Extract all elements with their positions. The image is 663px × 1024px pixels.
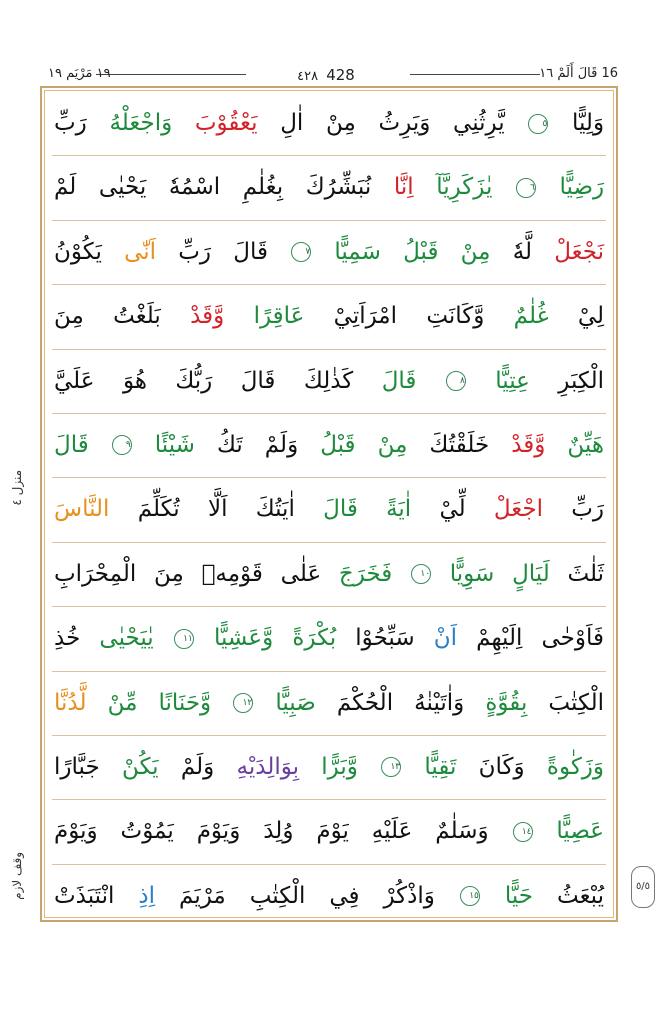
- word: اَنّٰى: [124, 238, 157, 265]
- word: عِتِيًّا: [495, 367, 530, 394]
- text-line: [52, 92, 606, 156]
- word: قَالَ: [233, 238, 268, 265]
- word: يَوْمَ: [316, 818, 349, 845]
- surah-label-left: ١٩ مَرْيَم ١٩: [48, 66, 111, 81]
- word: تَقِيًّا: [424, 753, 457, 780]
- word: وَيَوْمَ: [196, 818, 241, 845]
- word: وَّبَرًّا: [321, 753, 358, 780]
- word: نُبَشِّرُكَ: [305, 174, 372, 201]
- word: بِوَالِدَيْهِ: [236, 753, 300, 780]
- word: النَّاسَ: [54, 496, 110, 523]
- word: مِنَ: [54, 303, 84, 330]
- text-line: [52, 478, 606, 542]
- word: الْكِتٰبَ: [548, 689, 605, 716]
- ruku-marker: ٥/٥: [631, 866, 655, 908]
- word: مِنْ: [326, 110, 356, 136]
- word: فَاَوْحٰى: [541, 625, 604, 652]
- word: الْكِتٰبِ: [249, 882, 306, 909]
- manzil-marker: منزل ٤: [10, 470, 24, 506]
- word: عَلَيْهِ: [371, 818, 413, 845]
- word: وَّحَنَانًا: [158, 689, 212, 716]
- word: وَّعَشِيًّا: [213, 625, 274, 652]
- ayah-number-marker: ٩: [112, 435, 132, 455]
- word: يَمُوْتُ: [120, 818, 174, 845]
- word: يَّرِثُنِي: [453, 110, 505, 136]
- word: بِقُوَّةٍ: [485, 689, 528, 716]
- word: عَصِيًّا: [556, 818, 605, 845]
- word: رَبُّكَ: [175, 367, 213, 394]
- word: لَمْ: [54, 174, 77, 201]
- word: يُبْعَثُ: [557, 882, 605, 909]
- word: رَبِّ: [571, 496, 605, 523]
- word: بُكْرَةً: [292, 625, 337, 652]
- word: وَلَمْ: [180, 753, 215, 780]
- word: سَبِّحُوْا: [355, 625, 415, 652]
- word: وَسَلٰمٌ: [435, 818, 489, 845]
- word: لَّهٗ: [512, 238, 533, 265]
- word: يٰيَحْيٰى: [99, 625, 154, 652]
- word: تَكُ: [216, 431, 243, 458]
- word: الْمِحْرَابِ: [54, 560, 137, 587]
- word: قَوْمِهٖ: [201, 560, 263, 587]
- word: لِيْ: [577, 303, 605, 330]
- word: وَاذْكُرْ: [383, 882, 435, 909]
- word: امْرَاَتِيْ: [333, 303, 398, 330]
- word: نَجْعَلْ: [554, 238, 604, 265]
- word: لِّيْ: [439, 496, 466, 523]
- word: وَكَانَ: [478, 753, 525, 780]
- word: بَلَغْتُ: [113, 303, 161, 330]
- word: بِغُلٰمِ: [242, 174, 284, 201]
- word: تُكَلِّمَ: [137, 496, 180, 523]
- word: اَلَّا: [207, 496, 228, 523]
- word: وُلِدَ: [263, 818, 294, 845]
- word: رَضِيًّا: [559, 174, 605, 201]
- word: خُذِ: [54, 625, 81, 652]
- word: مِّنْ: [107, 689, 138, 716]
- text-line: [52, 800, 606, 864]
- ayah-number-marker: ٥: [528, 114, 548, 134]
- ayah-number-marker: ١٤: [513, 822, 533, 842]
- page-header: [48, 64, 618, 86]
- word: وَّكَانَتِ: [426, 303, 485, 330]
- text-line: [52, 350, 606, 414]
- word: اِذِ: [138, 882, 156, 909]
- word: يَكُوْنُ: [54, 238, 102, 265]
- word: يٰزَكَرِيَّآ: [436, 174, 493, 201]
- word: فِي: [329, 882, 360, 909]
- word: غُلٰمٌ: [513, 303, 549, 330]
- page-number-arabic: ٤٢٨: [297, 69, 319, 84]
- header-rule-left: [96, 74, 246, 75]
- word: يَعْقُوْبَ: [194, 110, 258, 136]
- word: وَلِيًّا: [571, 110, 605, 136]
- word: انْتَبَذَتْ: [54, 882, 115, 909]
- word: الْكِبَرِ: [558, 367, 605, 394]
- word: وَّقَدْ: [190, 303, 225, 330]
- word: هُوَ: [122, 367, 147, 394]
- word: وَلَمْ: [264, 431, 299, 458]
- word: مِنَ: [154, 560, 184, 587]
- ayah-number-marker: ١٥: [460, 886, 480, 906]
- word: قَالَ: [381, 367, 417, 394]
- word: كَذٰلِكَ: [303, 367, 354, 394]
- word: صَبِيًّا: [275, 689, 316, 716]
- word: وَيَوْمَ: [54, 818, 98, 845]
- page-frame: [40, 86, 618, 922]
- ayah-number-marker: ٦: [516, 178, 536, 198]
- text-line: [52, 607, 606, 671]
- word: حَيًّا: [504, 882, 534, 909]
- word: اِنَّا: [393, 174, 414, 201]
- word: قَالَ: [323, 496, 358, 523]
- text-lines: [52, 92, 606, 916]
- word: وَاٰتَيْنٰهُ: [414, 689, 465, 716]
- para-label-right: 16 قَالَ أَلَمْ ١٦: [539, 66, 618, 81]
- ayah-number-marker: ١٠: [411, 564, 431, 584]
- word: اٰيَتُكَ: [255, 496, 295, 523]
- word: خَلَقْتُكَ: [429, 431, 490, 458]
- ayah-number-marker: ١٢: [233, 693, 253, 713]
- text-line: [52, 865, 606, 928]
- text-line: [52, 736, 606, 800]
- word: اجْعَلْ: [493, 496, 544, 523]
- word: وَزَكٰوةً: [546, 753, 604, 780]
- word: مَرْيَمَ: [179, 882, 226, 909]
- word: مِنْ: [377, 431, 408, 458]
- word: وَّقَدْ: [511, 431, 546, 458]
- waqf-marker: وقف لازم: [10, 852, 24, 900]
- word: هَيِّنٌ: [567, 431, 604, 458]
- word: يَكُنْ: [121, 753, 159, 780]
- word: عَاقِرًا: [253, 303, 305, 330]
- word: اسْمُهٗ: [168, 174, 221, 201]
- word: وَيَرِثُ: [378, 110, 431, 136]
- word: قَالَ: [54, 431, 89, 458]
- ayah-number-marker: ٨: [446, 371, 466, 391]
- word: رَبِّ: [54, 110, 87, 136]
- ayah-number-marker: ١٣: [381, 757, 401, 777]
- word: يَحْيٰى: [98, 174, 147, 201]
- word: سَوِيًّا: [449, 560, 495, 587]
- word: اِلَيْهِمْ: [476, 625, 523, 652]
- word: لَيَالٍ: [512, 560, 550, 587]
- word: اٰلِ: [280, 110, 304, 136]
- word: جَبَّارًا: [54, 753, 100, 780]
- text-line: [52, 543, 606, 607]
- word: فَخَرَجَ: [338, 560, 393, 587]
- word: سَمِيًّا: [334, 238, 381, 265]
- page-number-group: [248, 66, 408, 84]
- word: ثَلٰثَ: [567, 560, 605, 587]
- ayah-number-marker: ٧: [291, 242, 311, 262]
- word: الْحُكْمَ: [336, 689, 394, 716]
- text-line: [52, 156, 606, 220]
- text-line: [52, 414, 606, 478]
- text-line: [52, 221, 606, 285]
- word: اٰيَةً: [386, 496, 412, 523]
- word: شَيْئًا: [154, 431, 195, 458]
- word: اَنْ: [433, 625, 458, 652]
- word: رَبِّ: [178, 238, 212, 265]
- word: وَاجْعَلْهُ: [109, 110, 173, 136]
- word: عَلٰى: [280, 560, 322, 587]
- ayah-number-marker: ١١: [174, 629, 194, 649]
- header-rule-right: [410, 74, 540, 75]
- word: قَبْلُ: [320, 431, 356, 458]
- page-number: 428: [326, 66, 355, 84]
- text-line: [52, 285, 606, 349]
- text-line: [52, 672, 606, 736]
- word: لَّدُنَّا: [54, 689, 87, 716]
- word: قَبْلُ: [403, 238, 439, 265]
- word: مِنْ: [460, 238, 491, 265]
- word: عَلَيَّ: [54, 367, 95, 394]
- word: قَالَ: [240, 367, 276, 394]
